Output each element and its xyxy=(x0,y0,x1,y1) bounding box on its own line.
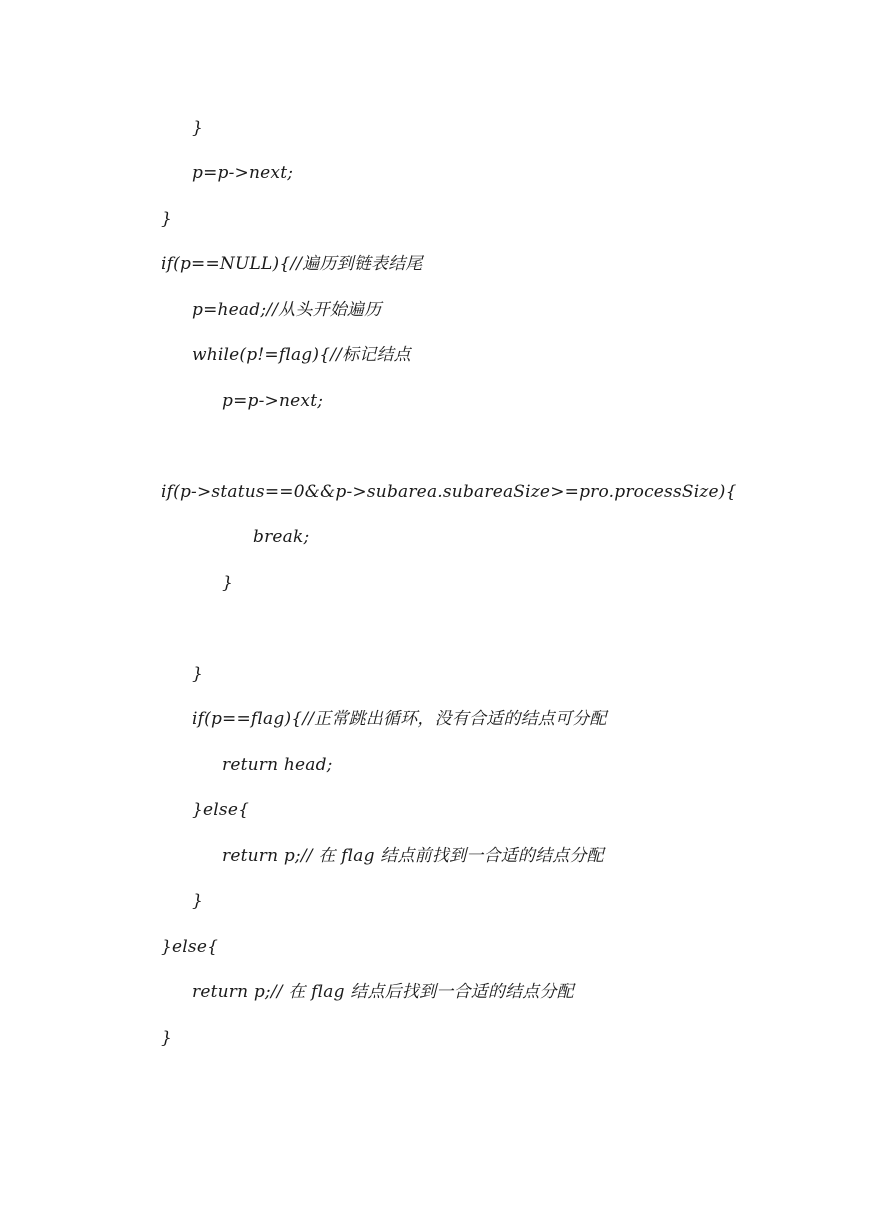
code-line: p=p->next; xyxy=(192,163,294,183)
code-line: if(p==flag){//正常跳出循环，没有合适的结点可分配 xyxy=(192,709,607,729)
code-line: } xyxy=(222,573,234,593)
code-line: p=head;//从头开始遍历 xyxy=(192,300,382,320)
code-line: } xyxy=(161,1028,173,1048)
code-line: return head; xyxy=(222,755,333,775)
code-line: } xyxy=(192,664,204,684)
code-line: } xyxy=(192,118,204,138)
code-line: } xyxy=(161,209,173,229)
code-line: break; xyxy=(253,527,310,547)
code-line: }else{ xyxy=(192,800,250,820)
code-line: while(p!=flag){//标记结点 xyxy=(192,345,411,365)
code-line: return p;// 在 flag 结点前找到一合适的结点分配 xyxy=(222,846,604,866)
code-line: if(p->status==0&&p->subarea.subareaSize>=pro.processSize){ xyxy=(161,482,737,502)
code-line: p=p->next; xyxy=(222,391,324,411)
code-line: return p;// 在 flag 结点后找到一合适的结点分配 xyxy=(192,982,574,1002)
code-line: }else{ xyxy=(161,937,219,957)
code-line: } xyxy=(192,891,204,911)
code-line: if(p==NULL){//遍历到链表结尾 xyxy=(161,254,423,274)
